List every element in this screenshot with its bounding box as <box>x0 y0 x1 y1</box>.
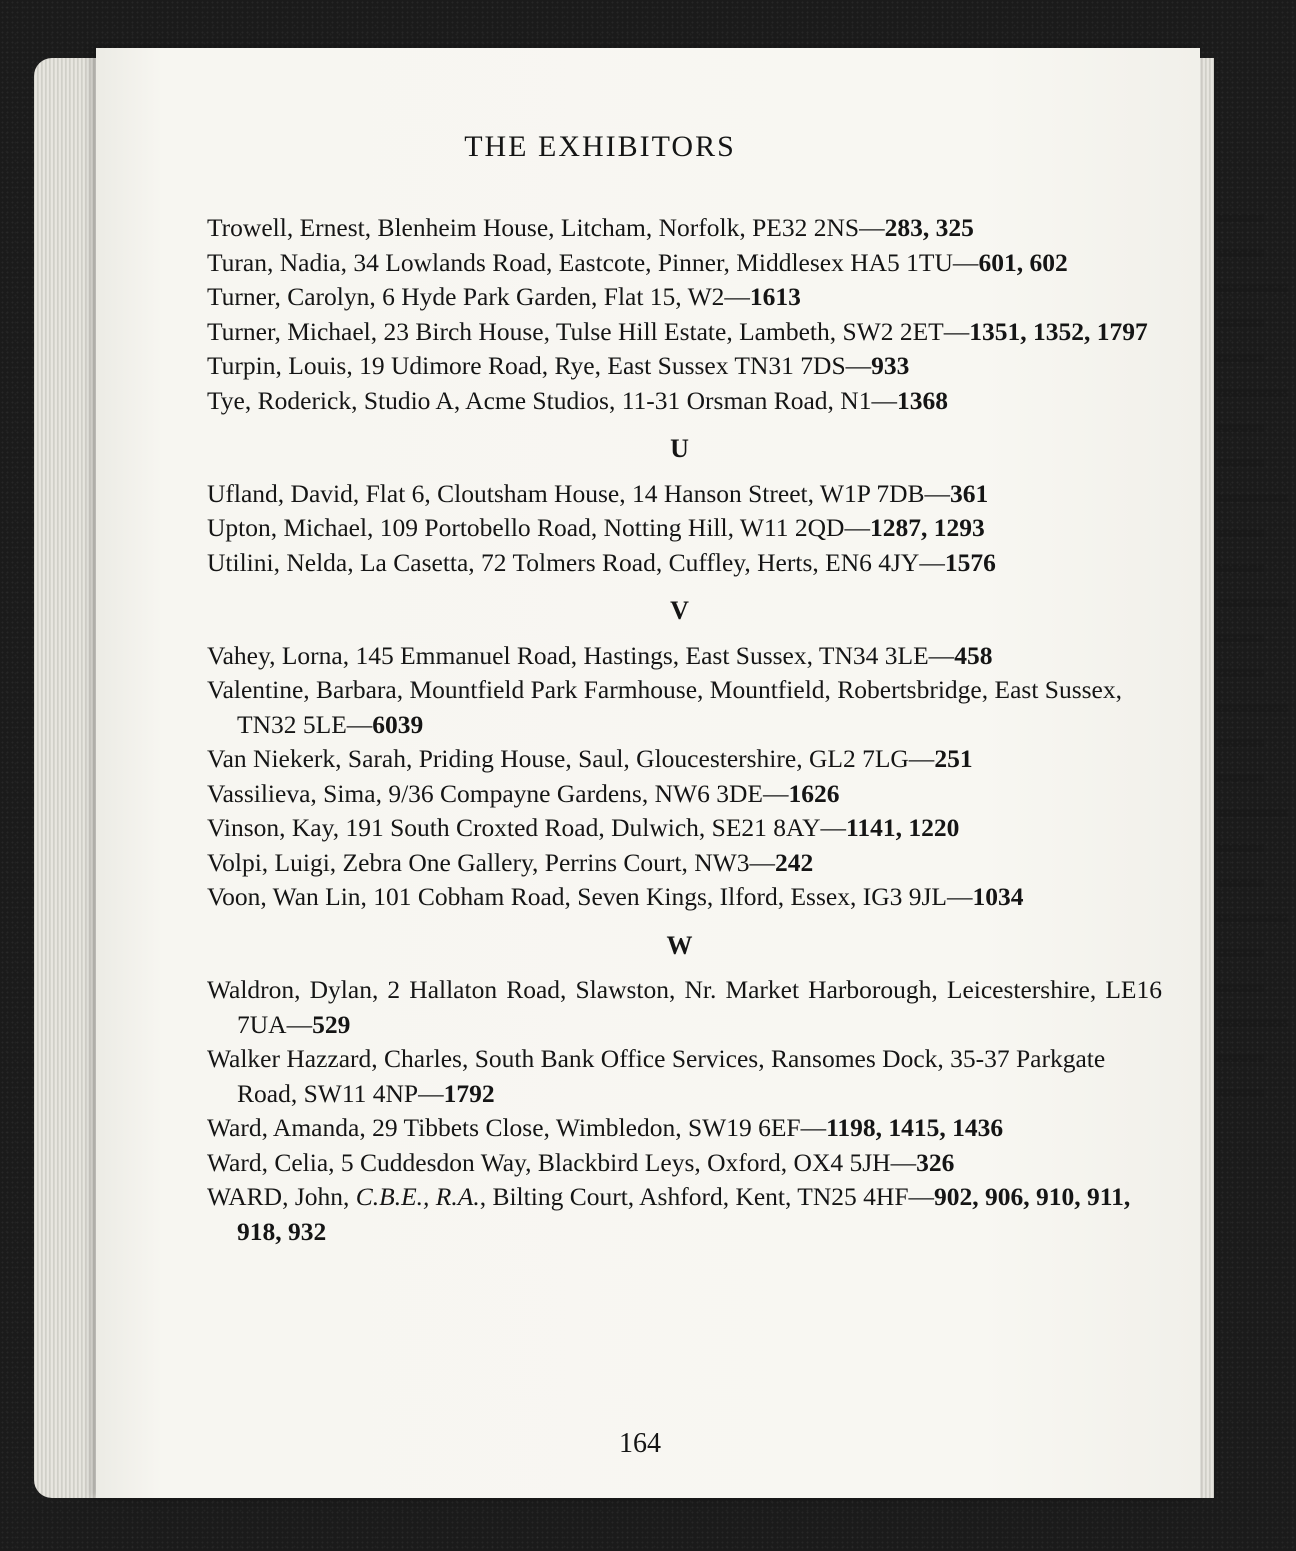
exhibitor-entry <box>207 280 1162 315</box>
entry-text: Volpi, Luigi, Zebra One Gallery, Perrins Court, NW3— <box>207 847 775 877</box>
entry-text: Upton, Michael, 109 Portobello Road, Notting Hill, W11 2QD— <box>207 513 870 542</box>
running-head: THE EXHIBITORS <box>464 130 736 163</box>
entry-text: Voon, Wan Lin, 101 Cobham Road, Seven Kings, Ilford, Essex, IG3 9JL— <box>207 882 973 911</box>
entry-text: Ward, Amanda, 29 Tibbets Close, Wimbledon, SW19 6EF— <box>207 1113 827 1142</box>
entry-text: Trowell, Ernest, Blenheim House, Litcham, Norfolk, PE32 2NS— <box>207 213 885 242</box>
page-number: 164 <box>619 1428 661 1459</box>
exhibitor-entry <box>207 1042 1162 1111</box>
entry-text: Turpin, Louis, 19 Udimore Road, Rye, East Sussex TN31 7DS— <box>207 351 872 380</box>
catalogue-numbers: 6039 <box>372 709 424 739</box>
exhibitor-entry <box>207 477 1162 512</box>
entry-text: Ward, Celia, 5 Cuddesdon Way, Blackbird Leys, Oxford, OX4 5JH— <box>207 1147 917 1177</box>
exhibitor-entry <box>207 1111 1162 1146</box>
entry-text: Valentine, Barbara, Mountfield Park Farmhouse, Mountfield, Robertsbridge, East Sussex, TN32 5LE— <box>207 675 1122 739</box>
show-through-text: ▬▬ ▬▬ ▬▬▬ ▬▬ ▬▬ ▬▬▬ ▬▬ ▬▬ ▬▬▬ ▬▬ ▬▬ ▬▬▬ ▬▬ ▬▬ ▬▬▬ ▬▬ ▬▬ ▬▬▬ ▬▬ ▬▬ ▬▬▬ ▬▬ ▬▬ ▬▬▬ ▬▬ ▬▬ <box>1216 202 1288 1103</box>
catalogue-numbers: 902, 906, 910, 911, 918, 932 <box>237 1182 1131 1246</box>
catalogue-numbers: 1792 <box>443 1078 495 1108</box>
catalogue-numbers: 529 <box>312 1009 351 1039</box>
catalogue-numbers: 933 <box>871 351 910 380</box>
exhibitor-entry <box>207 211 1162 246</box>
entry-text: Utilini, Nelda, La Casetta, 72 Tolmers Road, Cuffley, Herts, EN6 4JY— <box>207 547 945 577</box>
section-letter-w: W <box>666 930 693 960</box>
entry-text: Ufland, David, Flat 6, Cloutsham House, 14 Hanson Street, W1P 7DB— <box>207 478 950 508</box>
catalogue-numbers: 251 <box>934 744 973 773</box>
entry-text: Vahey, Lorna, 145 Emmanuel Road, Hastings, East Sussex, TN34 3LE— <box>207 640 955 670</box>
catalogue-numbers: 1368 <box>896 385 948 415</box>
entry-text: Vassilieva, Sima, 9/36 Compayne Gardens, NW6 3DE— <box>207 778 789 808</box>
catalogue-numbers: 242 <box>774 847 814 877</box>
entry-text: Waldron, Dylan, 2 Hallaton Road, Slawston, Nr. Market Harborough, Leicestershire, LE16 7UA— <box>207 975 1162 1039</box>
exhibitor-entry <box>207 811 1162 846</box>
entry-name: WARD, John, <box>207 1182 356 1211</box>
section-letter-v: V <box>670 596 689 625</box>
exhibitor-entry <box>207 880 1162 915</box>
catalogue-numbers: 1034 <box>972 882 1024 911</box>
exhibitor-list <box>207 211 1162 1249</box>
catalogue-numbers: 601, 602 <box>978 247 1068 277</box>
catalogue-numbers: 1141, 1220 <box>846 813 960 842</box>
catalogue-numbers: 1198, 1415, 1436 <box>826 1113 1004 1142</box>
exhibitor-entry <box>207 973 1162 1042</box>
entry-text: Turner, Michael, 23 Birch House, Tulse Hill Estate, Lambeth, SW2 2ET— <box>207 316 970 346</box>
exhibitor-entry <box>207 511 1162 546</box>
exhibitor-entry <box>207 384 1162 419</box>
exhibitor-entry <box>207 1180 1162 1249</box>
exhibitor-entry <box>207 349 1162 384</box>
exhibitor-entry <box>207 1146 1162 1181</box>
catalogue-numbers: 1626 <box>788 778 840 808</box>
exhibitor-entry <box>207 742 1162 777</box>
catalogue-numbers: 283, 325 <box>884 213 974 242</box>
catalogue-numbers: 1576 <box>944 547 996 577</box>
entry-address: , Bilting Court, Ashford, Kent, TN25 4HF— <box>479 1182 935 1211</box>
entry-text: Turner, Carolyn, 6 Hyde Park Garden, Flat 15, W2— <box>207 282 750 311</box>
exhibitor-entry <box>207 639 1162 674</box>
exhibitor-entry <box>207 546 1162 581</box>
entry-honours: C.B.E., R.A. <box>355 1182 480 1211</box>
entry-text: Tye, Roderick, Studio A, Acme Studios, 11-31 Orsman Road, N1— <box>207 385 897 415</box>
exhibitor-entry <box>207 315 1162 350</box>
catalogue-numbers: 326 <box>916 1147 955 1177</box>
exhibitor-entry <box>207 673 1162 742</box>
exhibitor-entry <box>207 777 1162 812</box>
entry-text: Walker Hazzard, Charles, South Bank Office Services, Ransomes Dock, 35-37 Parkgate Road, SW11 4NP— <box>207 1044 1106 1108</box>
catalogue-numbers: 1613 <box>749 282 801 311</box>
catalogue-numbers: 361 <box>950 478 989 508</box>
exhibitor-entry <box>207 246 1162 281</box>
catalogue-numbers: 458 <box>954 640 993 670</box>
section-letter-u: U <box>670 434 689 463</box>
exhibitor-entry <box>207 846 1162 881</box>
entry-text: Turan, Nadia, 34 Lowlands Road, Eastcote, Pinner, Middlesex HA5 1TU— <box>207 247 979 277</box>
catalogue-numbers: 1287, 1293 <box>869 513 985 542</box>
entry-text: Van Niekerk, Sarah, Priding House, Saul, Gloucestershire, GL2 7LG— <box>207 744 935 773</box>
entry-text: Vinson, Kay, 191 South Croxted Road, Dulwich, SE21 8AY— <box>207 813 847 842</box>
catalogue-numbers: 1351, 1352, 1797 <box>969 316 1148 346</box>
